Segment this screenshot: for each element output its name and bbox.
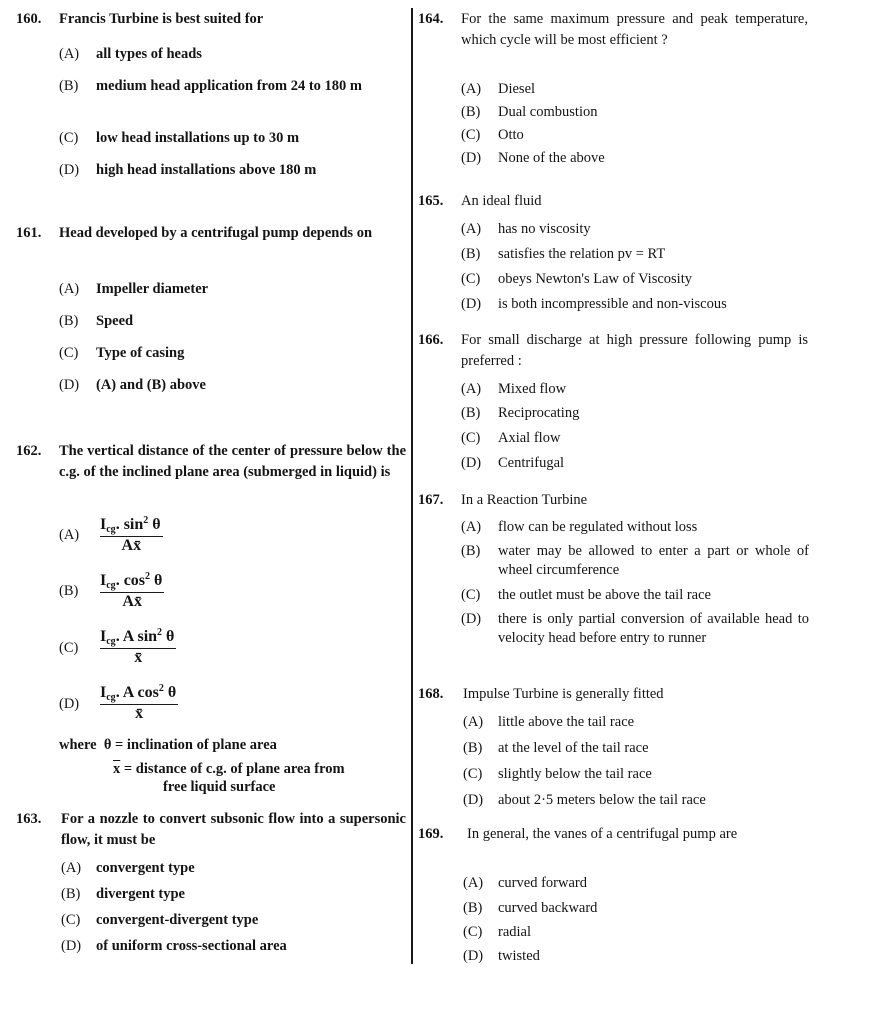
option-b[interactable]: (B) water may be allowed to enter a part or whole of wheel circumference: [461, 543, 809, 578]
option-c[interactable]: (C) Type of casing: [59, 345, 185, 361]
option-d[interactable]: (D) Centrifugal: [461, 455, 565, 471]
option-c[interactable]: (C) Otto: [461, 127, 524, 143]
where-note: where θ = inclination of plane area: [59, 737, 277, 753]
option-a[interactable]: (A) Mixed flow: [461, 381, 567, 397]
column-divider: [411, 8, 413, 964]
option-d[interactable]: (D) is both incompressible and non-viscous: [461, 296, 727, 312]
question-167: [418, 490, 808, 511]
question-number: 162.: [16, 443, 42, 459]
option-d[interactable]: (D) twisted: [463, 948, 540, 964]
question-text: In general, the vanes of a centrifugal pump are: [467, 826, 738, 842]
option-b[interactable]: (B) divergent type: [61, 886, 185, 902]
option-b[interactable]: (B) Dual combustion: [461, 104, 598, 120]
xbar-definition-cont: free liquid surface: [163, 779, 276, 795]
question-number: 167.: [418, 492, 444, 508]
question-number: 165.: [418, 193, 444, 209]
option-b[interactable]: (B) Speed: [59, 313, 134, 329]
formula: $I_{cg}$. A $\cos^2 \theta$ x̄: [100, 683, 177, 722]
question-text: For a nozzle to convert subsonic flow into a supersonic flow, it must be: [61, 811, 406, 848]
formula: $I_{cg}$. A $\sin^2 \theta$ x̄: [100, 627, 175, 666]
option-d[interactable]: (D) of uniform cross-sectional area: [61, 938, 287, 954]
option-d[interactable]: (D) about 2·5 meters below the tail race: [463, 792, 706, 808]
question-text: For the same maximum pressure and peak temperature, which cycle will be most efficient ?: [461, 11, 808, 48]
question-161: [16, 223, 406, 244]
option-c[interactable]: (C) the outlet must be above the tail race: [461, 587, 711, 603]
question-number: 169.: [418, 826, 444, 842]
formula: $I_{cg}$. $\sin^2 \theta$ Ax̄: [100, 515, 161, 554]
question-number: 164.: [418, 11, 444, 27]
question-text: In a Reaction Turbine: [461, 492, 588, 508]
question-text: For small discharge at high pressure following pump is preferred :: [461, 332, 808, 369]
question-number: 166.: [418, 332, 444, 348]
xbar-definition: $\overline{x}$ = distance of c.g. of plane area from: [113, 761, 345, 777]
question-163: [16, 809, 406, 851]
question-164: [418, 9, 808, 51]
question-number: 163.: [16, 811, 42, 827]
option-a[interactable]: (A) flow can be regulated without loss: [461, 519, 698, 535]
option-c[interactable]: (C) slightly below the tail race: [463, 766, 652, 782]
option-a[interactable]: (A) convergent type: [61, 860, 195, 876]
option-c[interactable]: (C) obeys Newton's Law of Viscosity: [461, 271, 692, 287]
question-text: An ideal fluid: [461, 193, 542, 209]
option-b[interactable]: (B) curved backward: [463, 900, 598, 916]
option-c[interactable]: (C) radial: [463, 924, 532, 940]
option-d[interactable]: (D) high head installations above 180 m: [59, 162, 317, 178]
option-c[interactable]: (C) convergent-divergent type: [61, 912, 259, 928]
option-c[interactable]: (C) Axial flow: [461, 430, 561, 446]
question-169: [418, 824, 810, 845]
question-168: [418, 684, 808, 705]
question-165: [418, 191, 808, 212]
question-text: The vertical distance of the center of pressure below the c.g. of the inclined plane area (submerged in liquid) is: [59, 443, 406, 480]
option-d[interactable]: (D) (A) and (B) above: [59, 377, 206, 393]
option-a[interactable]: (A) little above the tail race: [463, 714, 635, 730]
option-b[interactable]: (B) satisfies the relation pv = RT: [461, 246, 666, 262]
question-text: Impulse Turbine is generally fitted: [463, 686, 664, 702]
option-d[interactable]: (D) there is only partial conversion of available head to velocity head before entry to runner: [461, 611, 809, 646]
question-number: 161.: [16, 225, 42, 241]
option-a[interactable]: (A) curved forward: [463, 875, 587, 891]
option-a[interactable]: (A) Impeller diameter: [59, 281, 209, 297]
question-text: Francis Turbine is best suited for: [59, 11, 264, 27]
question-160: [16, 9, 406, 30]
option-b[interactable]: (B) Reciprocating: [461, 405, 580, 421]
question-text: Head developed by a centrifugal pump depends on: [59, 225, 373, 241]
option-a[interactable]: (A) Diesel: [461, 81, 536, 97]
question-number: 160.: [16, 11, 42, 27]
question-166: [418, 330, 808, 372]
question-162: [16, 441, 406, 483]
option-a[interactable]: (A) has no viscosity: [461, 221, 591, 237]
option-b[interactable]: (B) at the level of the tail race: [463, 740, 649, 756]
question-number: 168.: [418, 686, 444, 702]
option-b[interactable]: (B) medium head application from 24 to 180 m: [59, 78, 362, 94]
option-d[interactable]: (D) None of the above: [461, 150, 605, 166]
formula: $I_{cg}$. $\cos^2 \theta$ Ax̄: [100, 571, 163, 610]
option-a[interactable]: (A) all types of heads: [59, 46, 202, 62]
option-c[interactable]: (C) low head installations up to 30 m: [59, 130, 300, 146]
